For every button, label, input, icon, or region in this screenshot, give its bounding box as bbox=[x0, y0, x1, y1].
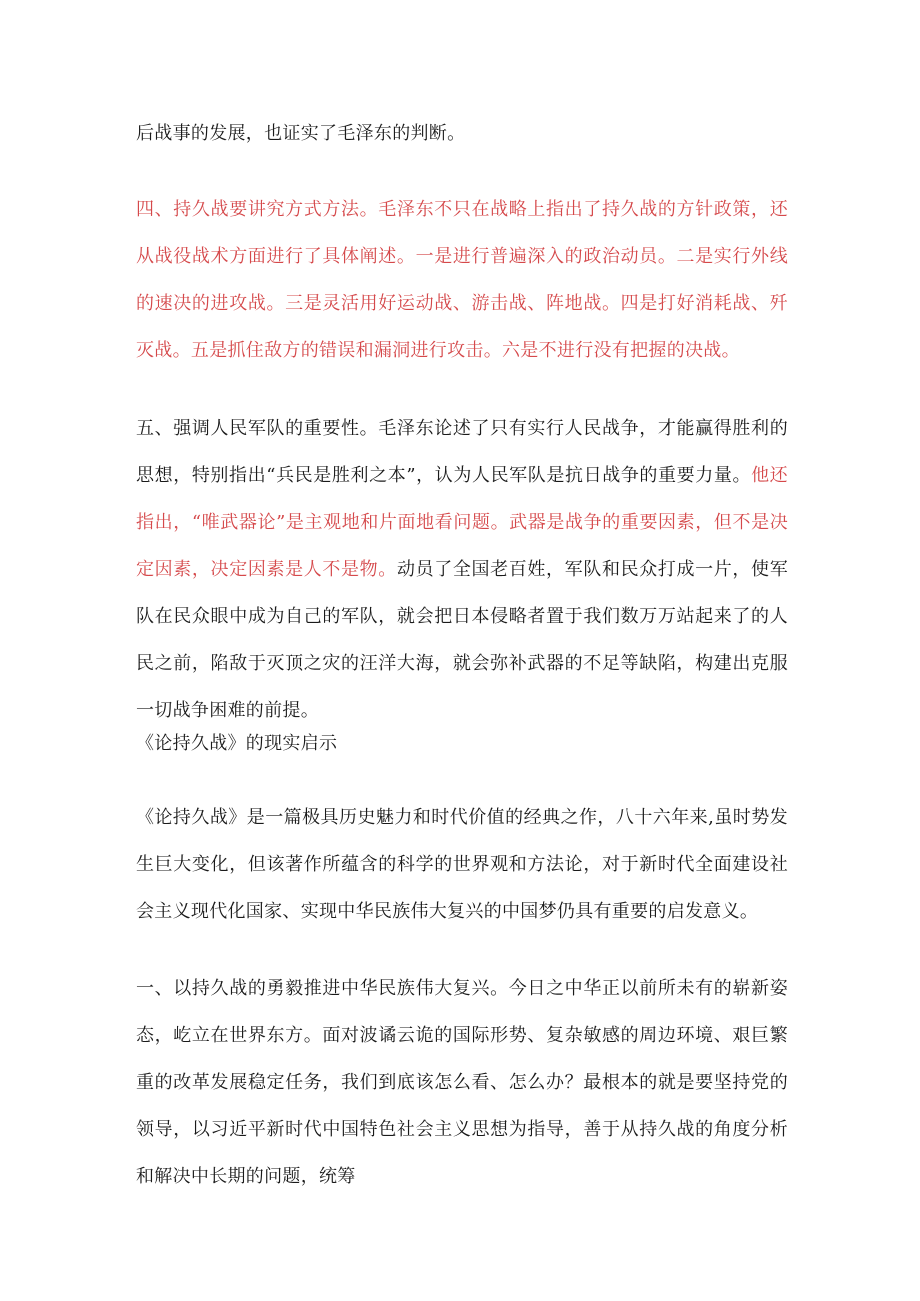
paragraph-point-five bbox=[136, 405, 788, 734]
paragraph-point-five-conclusion: 动员了全国老百姓，军队和民众打成一片，使军队在民众眼中成为自己的军队，就会把日本侵略者置于我们数万万站起来了的人民之前，陷敌于灭顶之灾的汪洋大海，就会弥补武器的不足等缺陷，构建出克服一切战争困难的前提。 bbox=[136, 559, 788, 721]
paragraph-point-four: 四、持久战要讲究方式方法。毛泽东不只在战略上指出了持久战的方针政策，还从战役战术方面进行了具体阐述。一是进行普遍深入的政治动员。二是实行外线的速决的进攻战。三是灵活用好运动战、游击战、阵地战。四是打好消耗战、歼灭战。五是抓住敌方的错误和漏洞进行攻击。六是不进行没有把握的决战。 bbox=[136, 199, 788, 361]
paragraph-inspiration-intro: 《论持久战》是一篇极具历史魅力和时代价值的经典之作，八十六年来,虽时势发生巨大变化，但该著作所蕴含的科学的世界观和方法论，对于新时代全面建设社会主义现代化国家、实现中华民族伟大复兴的中国梦仍具有重要的启发意义。 bbox=[136, 807, 788, 922]
paragraph-point-five-intro: 五、强调人民军队的重要性。毛泽东论述了只有实行人民战争，才能赢得胜利的思想，特别指出“兵民是胜利之本”，认为人民军队是抗日战争的重要力量。 bbox=[136, 418, 788, 486]
paragraph-inspiration-one: 一、以持久战的勇毅推进中华民族伟大复兴。今日之中华正以前所未有的崭新姿态，屹立在世界东方。面对波谲云诡的国际形势、复杂敏感的周边环境、艰巨繁重的改革发展稳定任务，我们到底该怎么看、怎么办？最根本的就是要坚持党的领导，以习近平新时代中国特色社会主义思想为指导，善于从持久战的角度分析和解决中长期的问题，统筹 bbox=[136, 978, 788, 1187]
paragraph-point-five-highlight: 他还指出，“唯武器论”是主观地和片面地看问题。武器是战争的重要因素，但不是决定因素，决定因素是人不是物。 bbox=[136, 465, 788, 580]
section-heading: 《论持久战》的现实启示 bbox=[136, 733, 338, 754]
paragraph-continuation: 后战事的发展，也证实了毛泽东的判断。 bbox=[136, 123, 466, 144]
